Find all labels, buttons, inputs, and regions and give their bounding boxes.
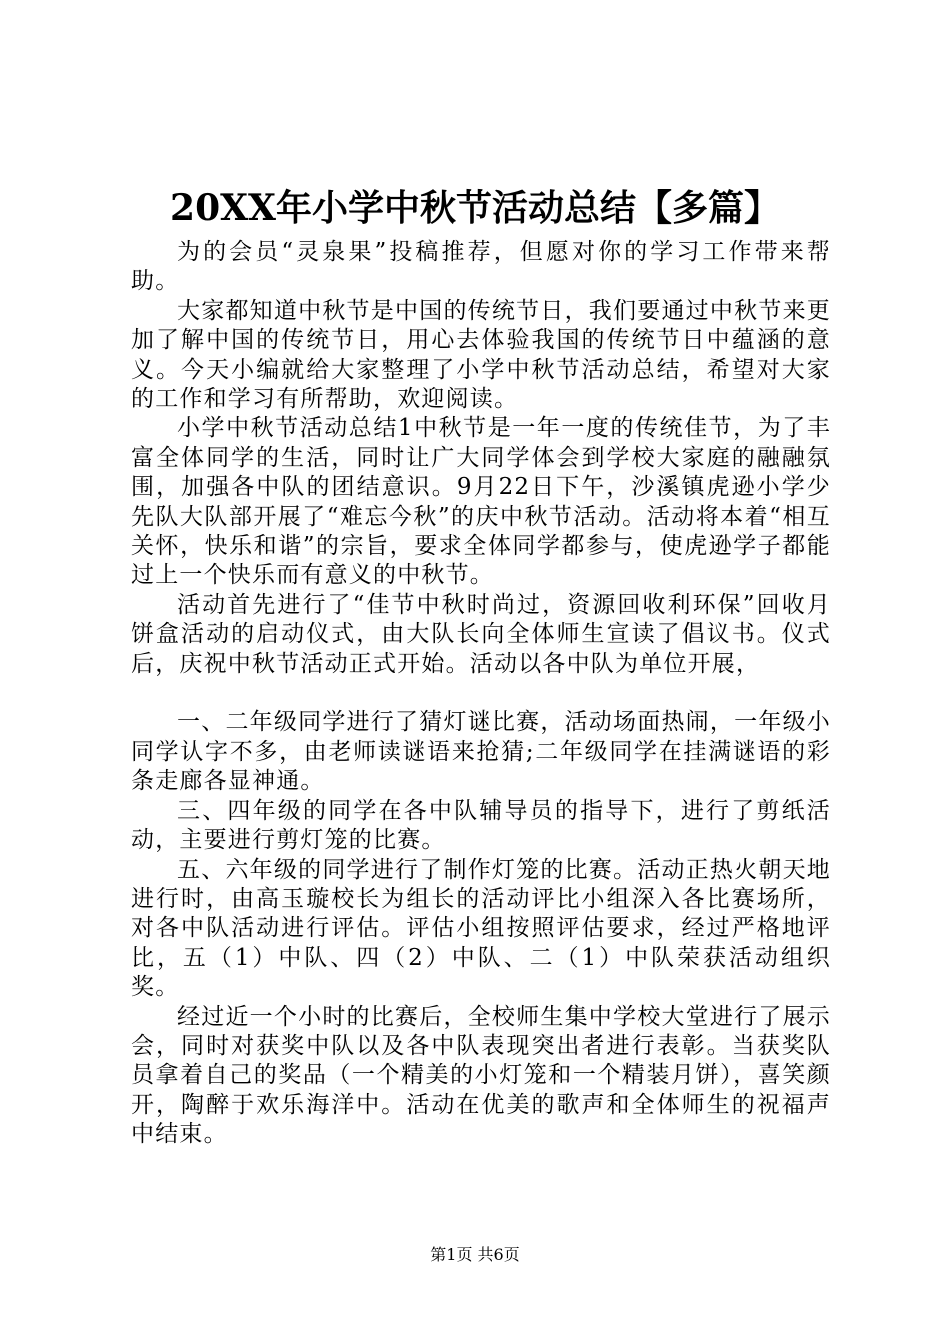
- document-body: [131, 238, 831, 1150]
- paragraph-intro-note: 为的会员“灵泉果”投稿推荐，但愿对你的学习工作带来帮助。: [131, 239, 831, 295]
- paragraph-summary-1: 小学中秋节活动总结1中秋节是一年一度的传统佳节，为了丰富全体同学的生活，同时让广大同学体会到学校大家庭的融融氛围，加强各中队的团结意识。9月22日下午，沙溪镇虎逊小学少先队大队部开展了“难忘今秋”的庆中秋节活动。活动将本着“相互关怀，快乐和谐”的宗旨，要求全体同学都参与，使虎逊学子都能过上一个快乐而有意义的中秋节。: [131, 415, 831, 589]
- blank-line: [131, 679, 831, 708]
- paragraph-grades-3-4: 三、四年级的同学在各中队辅导员的指导下，进行了剪纸活动，主要进行剪灯笼的比赛。: [131, 797, 831, 854]
- paragraph-grades-5-6: 五、六年级的同学进行了制作灯笼的比赛。活动正热火朝天地进行时，由高玉璇校长为组长的活动评比小组深入各比赛场所，对各中队活动进行评估。评估小组按照评估要求，经过严格地评比，五（1）中队、四（2）中队、二（1）中队荣获活动组织奖。: [131, 856, 831, 1001]
- paragraph-closing: 经过近一个小时的比赛后，全校师生集中学校大堂进行了展示会，同时对获奖中队以及各中队表现突出者进行表彰。当获奖队员拿着自己的奖品（一个精美的小灯笼和一个精装月饼），喜笑颜开，陶醉于欢乐海洋中。活动在优美的歌声和全体师生的祝福声中结束。: [131, 1003, 831, 1148]
- paragraph-introduction: 大家都知道中秋节是中国的传统节日，我们要通过中秋节来更加了解中国的传统节日，用心去体验我国的传统节日中蕴涵的意义。今天小编就给大家整理了小学中秋节活动总结，希望对大家的工作和学习有所帮助，欢迎阅读。: [131, 297, 831, 413]
- document-title: 20XX年小学中秋节活动总结【多篇】: [170, 187, 780, 229]
- page-number-footer: 第1页 共6页: [430, 1245, 520, 1264]
- paragraph-opening-ceremony: 活动首先进行了“佳节中秋时尚过，资源回收利环保”回收月饼盒活动的启动仪式，由大队长向全体师生宣读了倡议书。仪式后，庆祝中秋节活动正式开始。活动以各中队为单位开展，: [131, 591, 831, 677]
- paragraph-grades-1-2: 一、二年级同学进行了猜灯谜比赛，活动场面热闹，一年级小同学认字不多，由老师读谜语来抢猜;二年级同学在挂满谜语的彩条走廊各显神通。: [131, 709, 831, 795]
